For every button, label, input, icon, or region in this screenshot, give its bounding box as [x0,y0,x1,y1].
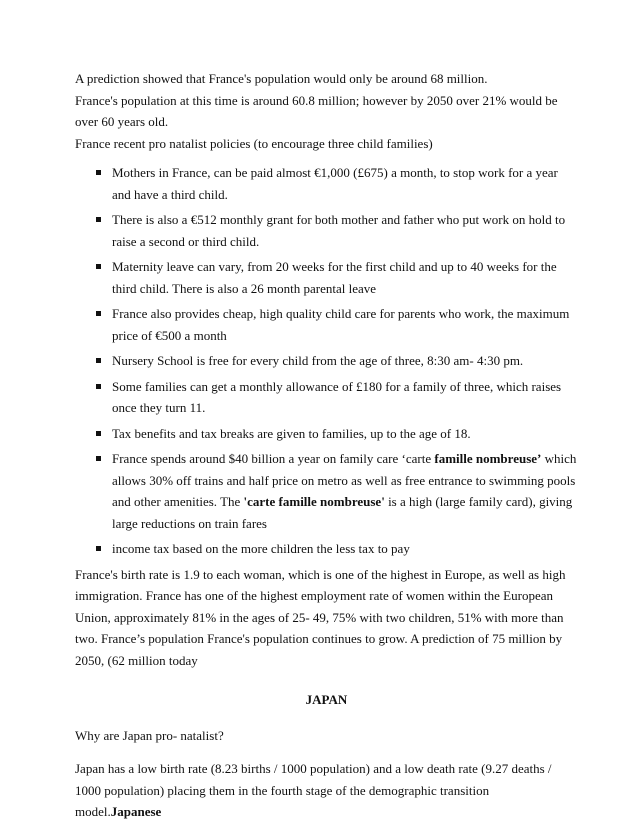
section-heading: JAPAN [305,692,348,707]
list-item: There is also a €512 monthly grant for both mother and father who put work on hold to raise a second or third child. [75,209,578,252]
bold-term: 'carte famille nombreuse' [243,494,385,509]
list-item: Nursery School is free for every child from the age of three, 8:30 am- 4:30 pm. [75,350,578,372]
intro-line-1: A prediction showed that France's population would only be around 68 million. [75,71,488,86]
list-item: Some families can get a monthly allowance of £180 for a family of three, which raises once they turn 11. [75,376,578,419]
list-item [75,448,578,534]
japan-paragraph [75,758,578,823]
list-text: is a high (large family card), giving large reductions on train fares [112,494,573,531]
list-item: Maternity leave can vary, from 20 weeks for the first child and up to 40 weeks for the third child. There is also a 26 month parental leave [75,256,578,299]
japan-question: Why are Japan pro- natalist? [75,727,224,743]
intro-line-3: France recent pro natalist policies (to encourage three child families) [75,135,433,151]
list-item: income tax based on the more children the less tax to pay [75,538,578,560]
list-item: France also provides cheap, high quality child care for parents who work, the maximum price of €500 a month [75,303,578,346]
birth-rate-paragraph: France's birth rate is 1.9 to each woman, which is one of the highest in Europe, as well as high immigration. France has one of the highest employment rate of women within the European Union, approximately 81% in the ages of 25- 49, 75% with two children, 51% with more than two. France’s population France's population continues to grow. A prediction of 75 million by 2050, (62 million today [75,566,566,668]
list-item: Tax benefits and tax breaks are given to families, up to the age of 18. [75,423,578,445]
paragraph-text: Japan has a low birth rate (8.23 births / 1000 population) and a low death rate (9.27 deaths / 1000 population) placing them in the fourth stage of the demographic transition model. [75,761,552,819]
list-item: Mothers in France, can be paid almost €1,000 (£675) a month, to stop work for a year and have a third child. [75,162,578,205]
intro-line-2: France's population at this time is around 60.8 million; however by 2050 over 21% would be over 60 years old. [75,92,558,129]
list-text: France spends around $40 billion a year on family care ‘carte [112,451,435,466]
bold-term: famille nombreuse’ [434,451,542,466]
list-text: which allows 30% off trains and half price on metro as well as free entrance to swimming pools and other amenities. The [112,451,577,509]
bold-term: Japanese [110,804,162,819]
policy-list [75,162,578,560]
